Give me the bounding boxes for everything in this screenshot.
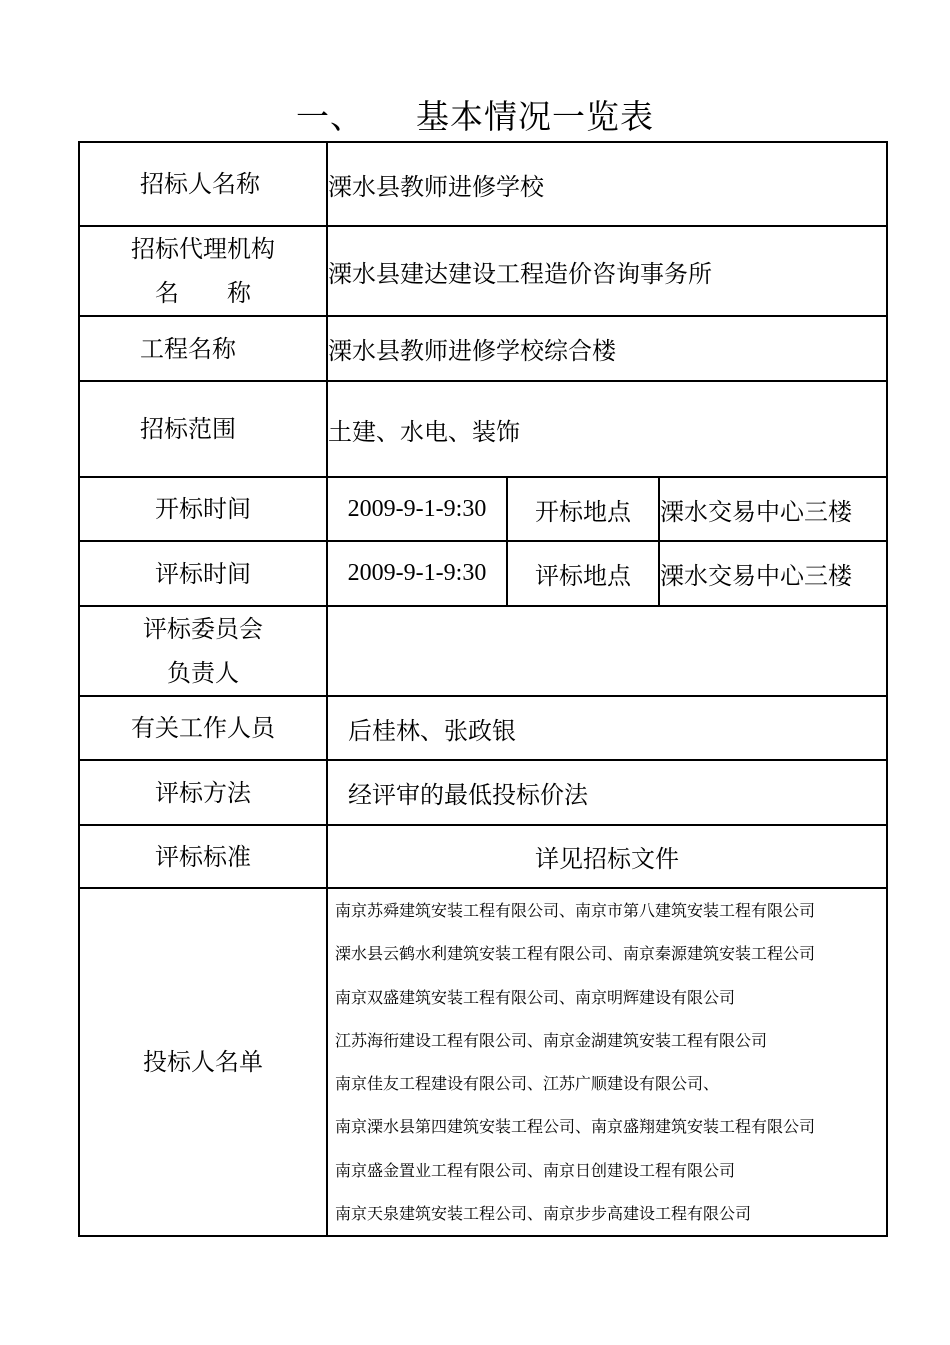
scope-value: 土建、水电、装饰 (327, 381, 887, 477)
bidder-line: 溧水县云鹤水利建筑安装工程有限公司、南京秦源建筑安装工程公司 (335, 944, 816, 964)
title-text: 基本情况一览表 (416, 97, 654, 136)
bidder-line: 江苏海衎建设工程有限公司、南京金湖建筑安装工程有限公司 (335, 1030, 768, 1050)
staff-label: 有关工作人员 (79, 696, 327, 760)
row-agency (79, 226, 887, 316)
evaluation-place: 溧水交易中心三楼 (659, 541, 887, 606)
staff-value: 后桂林、张政银 (327, 696, 887, 760)
row-staff (79, 696, 887, 760)
opening-time: 2009-9-1-9:30 (327, 477, 507, 541)
standard-label: 评标标准 (79, 825, 327, 888)
page-title (0, 94, 950, 140)
method-value: 经评审的最低投标价法 (327, 760, 887, 825)
opening-label: 开标时间 (79, 477, 327, 541)
evaluation-time: 2009-9-1-9:30 (327, 541, 507, 606)
evaluation-label: 评标时间 (79, 541, 327, 606)
row-opening (79, 477, 887, 541)
tenderer-value: 溧水县教师进修学校 (327, 142, 887, 226)
agency-label (79, 226, 327, 316)
row-evaluation (79, 541, 887, 606)
bidder-line: 南京溧水县第四建筑安装工程公司、南京盛翔建筑安装工程有限公司 (335, 1117, 816, 1137)
bidders-label: 投标人名单 (79, 888, 327, 1236)
bidder-line: 南京天泉建筑安装工程公司、南京步步高建设工程有限公司 (335, 1204, 752, 1224)
bidder-line: 南京盛金置业工程有限公司、南京日创建设工程有限公司 (335, 1160, 736, 1180)
bidder-line: 南京苏舜建筑安装工程有限公司、南京市第八建筑安装工程有限公司 (335, 901, 816, 920)
committee-label-line1: 评标委员会 (143, 615, 263, 643)
opening-place-label: 开标地点 (507, 477, 659, 541)
method-label: 评标方法 (79, 760, 327, 825)
agency-label-line2: 名 称 (155, 279, 251, 307)
standard-value: 详见招标文件 (327, 825, 887, 888)
project-label: 工程名称 (79, 316, 327, 381)
evaluation-place-label: 评标地点 (507, 541, 659, 606)
bidder-line: 南京佳友工程建设有限公司、江苏广顺建设有限公司、 (335, 1074, 720, 1094)
basic-info-table (78, 141, 888, 1237)
opening-place: 溧水交易中心三楼 (659, 477, 887, 541)
agency-label-line1: 招标代理机构 (131, 235, 275, 263)
committee-value (327, 606, 887, 696)
tenderer-label: 招标人名称 (79, 142, 327, 226)
committee-label-line2: 负责人 (167, 659, 239, 687)
agency-value: 溧水县建达建设工程造价咨询事务所 (327, 226, 887, 316)
row-bidders (79, 888, 887, 1236)
committee-label (79, 606, 327, 696)
title-number: 一、 (296, 97, 364, 136)
row-standard (79, 825, 887, 888)
row-committee (79, 606, 887, 696)
row-scope (79, 381, 887, 477)
row-tenderer (79, 142, 887, 226)
bidders-list (327, 888, 887, 1236)
scope-label: 招标范围 (79, 381, 327, 477)
project-value: 溧水县教师进修学校综合楼 (327, 316, 887, 381)
row-project (79, 316, 887, 381)
bidder-line: 南京双盛建筑安装工程有限公司、南京明辉建设有限公司 (335, 987, 736, 1007)
row-method (79, 760, 887, 825)
